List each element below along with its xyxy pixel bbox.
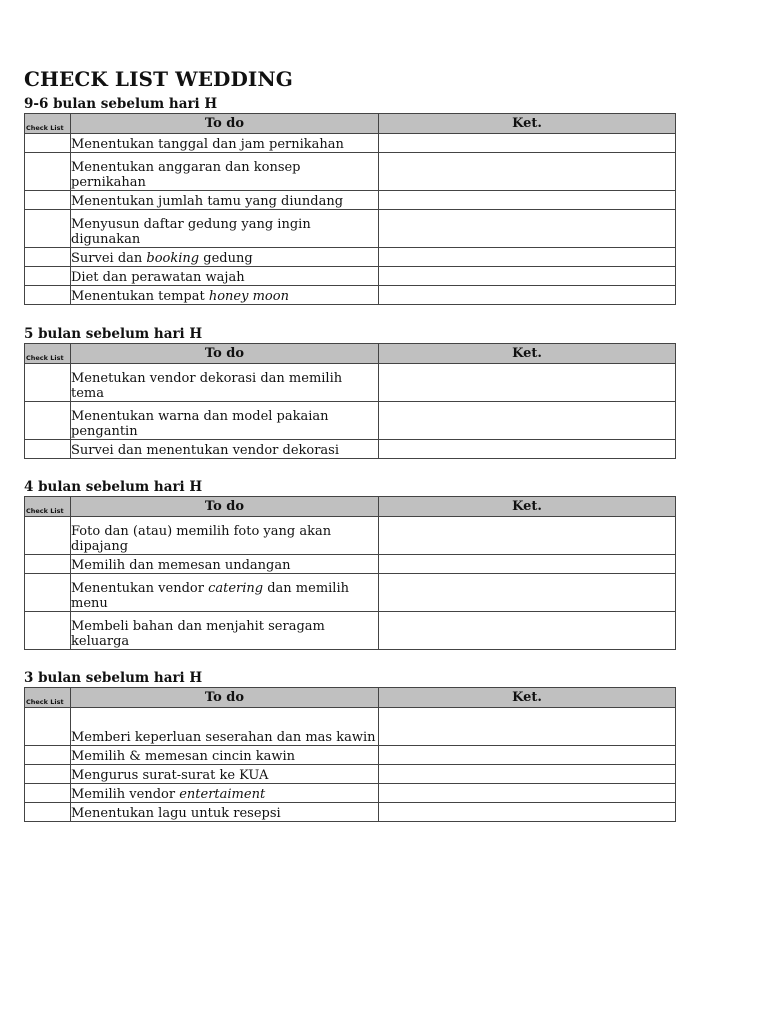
todo-cell: Menentukan lagu untuk resepsi <box>71 803 379 822</box>
section-title: 9-6 bulan sebelum hari H <box>24 96 218 112</box>
todo-cell: Menentukan tempat honey moon <box>71 286 379 305</box>
check-cell[interactable] <box>25 402 71 440</box>
check-cell[interactable] <box>25 248 71 267</box>
check-list-header: Check List <box>25 688 71 708</box>
table-row <box>25 286 676 305</box>
checklist-table <box>24 343 676 459</box>
check-cell[interactable] <box>25 784 71 803</box>
table-row <box>25 153 676 191</box>
check-cell[interactable] <box>25 364 71 402</box>
check-cell[interactable] <box>25 555 71 574</box>
section-4-months <box>24 478 676 650</box>
check-cell[interactable] <box>25 517 71 555</box>
todo-cell: Memberi keperluan seserahan dan mas kawin <box>71 708 379 746</box>
check-cell[interactable] <box>25 267 71 286</box>
check-cell[interactable] <box>25 803 71 822</box>
check-cell[interactable] <box>25 708 71 746</box>
todo-cell: Foto dan (atau) memilih foto yang akan dipajang <box>71 517 379 555</box>
table-row <box>25 765 676 784</box>
ket-cell[interactable] <box>379 574 676 612</box>
ket-header: Ket. <box>379 344 676 364</box>
todo-cell: Menentukan tanggal dan jam pernikahan <box>71 134 379 153</box>
todo-cell: Membeli bahan dan menjahit seragam keluarga <box>71 612 379 650</box>
table-row <box>25 708 676 746</box>
section-9-6-months <box>24 95 676 305</box>
section-3-months <box>24 669 676 822</box>
table-row <box>25 440 676 459</box>
ket-cell[interactable] <box>379 191 676 210</box>
todo-cell: Survei dan menentukan vendor dekorasi <box>71 440 379 459</box>
check-cell[interactable] <box>25 574 71 612</box>
check-cell[interactable] <box>25 210 71 248</box>
table-row <box>25 784 676 803</box>
section-title: 4 bulan sebelum hari H <box>24 479 203 495</box>
ket-cell[interactable] <box>379 708 676 746</box>
check-list-header: Check List <box>25 497 71 517</box>
todo-cell: Menentukan vendor catering dan memilih menu <box>71 574 379 612</box>
todo-header: To do <box>71 688 379 708</box>
check-cell[interactable] <box>25 612 71 650</box>
todo-cell: Memilih dan memesan undangan <box>71 555 379 574</box>
checklist-table <box>24 496 676 650</box>
check-list-header: Check List <box>25 344 71 364</box>
todo-header: To do <box>71 344 379 364</box>
checklist-table <box>24 687 676 822</box>
check-cell[interactable] <box>25 134 71 153</box>
todo-cell: Diet dan perawatan wajah <box>71 267 379 286</box>
ket-cell[interactable] <box>379 286 676 305</box>
ket-cell[interactable] <box>379 210 676 248</box>
header-row <box>25 688 676 708</box>
table-row <box>25 574 676 612</box>
header-row <box>25 114 676 134</box>
ket-cell[interactable] <box>379 555 676 574</box>
todo-cell: Memilih vendor entertaiment <box>71 784 379 803</box>
section-title: 5 bulan sebelum hari H <box>24 326 203 342</box>
ket-cell[interactable] <box>379 803 676 822</box>
table-row <box>25 517 676 555</box>
ket-cell[interactable] <box>379 267 676 286</box>
ket-cell[interactable] <box>379 784 676 803</box>
table-row <box>25 555 676 574</box>
ket-cell[interactable] <box>379 746 676 765</box>
section-title: 3 bulan sebelum hari H <box>24 670 203 686</box>
todo-cell: Menentukan jumlah tamu yang diundang <box>71 191 379 210</box>
ket-cell[interactable] <box>379 364 676 402</box>
ket-cell[interactable] <box>379 402 676 440</box>
check-cell[interactable] <box>25 746 71 765</box>
table-row <box>25 134 676 153</box>
check-cell[interactable] <box>25 153 71 191</box>
todo-cell: Mengurus surat-surat ke KUA <box>71 765 379 784</box>
table-row <box>25 248 676 267</box>
table-row <box>25 210 676 248</box>
check-cell[interactable] <box>25 440 71 459</box>
ket-cell[interactable] <box>379 440 676 459</box>
ket-header: Ket. <box>379 688 676 708</box>
todo-cell: Menentukan warna dan model pakaian pengantin <box>71 402 379 440</box>
header-row <box>25 497 676 517</box>
todo-cell: Memilih & memesan cincin kawin <box>71 746 379 765</box>
todo-cell: Menetukan vendor dekorasi dan memilih tema <box>71 364 379 402</box>
ket-cell[interactable] <box>379 153 676 191</box>
todo-cell: Menyusun daftar gedung yang ingin digunakan <box>71 210 379 248</box>
todo-header: To do <box>71 114 379 134</box>
ket-header: Ket. <box>379 114 676 134</box>
check-cell[interactable] <box>25 286 71 305</box>
ket-cell[interactable] <box>379 248 676 267</box>
check-cell[interactable] <box>25 765 71 784</box>
check-cell[interactable] <box>25 191 71 210</box>
section-5-months <box>24 325 676 459</box>
todo-cell: Survei dan booking gedung <box>71 248 379 267</box>
table-row <box>25 402 676 440</box>
document-title: CHECK LIST WEDDING <box>24 67 293 91</box>
table-row <box>25 746 676 765</box>
table-row <box>25 191 676 210</box>
ket-cell[interactable] <box>379 517 676 555</box>
ket-cell[interactable] <box>379 612 676 650</box>
table-row <box>25 612 676 650</box>
checklist-document <box>24 66 676 822</box>
checklist-table <box>24 113 676 305</box>
ket-cell[interactable] <box>379 765 676 784</box>
todo-cell: Menentukan anggaran dan konsep pernikahan <box>71 153 379 191</box>
ket-header: Ket. <box>379 497 676 517</box>
header-row <box>25 344 676 364</box>
check-list-header: Check List <box>25 114 71 134</box>
table-row <box>25 267 676 286</box>
ket-cell[interactable] <box>379 134 676 153</box>
table-row <box>25 803 676 822</box>
todo-header: To do <box>71 497 379 517</box>
table-row <box>25 364 676 402</box>
